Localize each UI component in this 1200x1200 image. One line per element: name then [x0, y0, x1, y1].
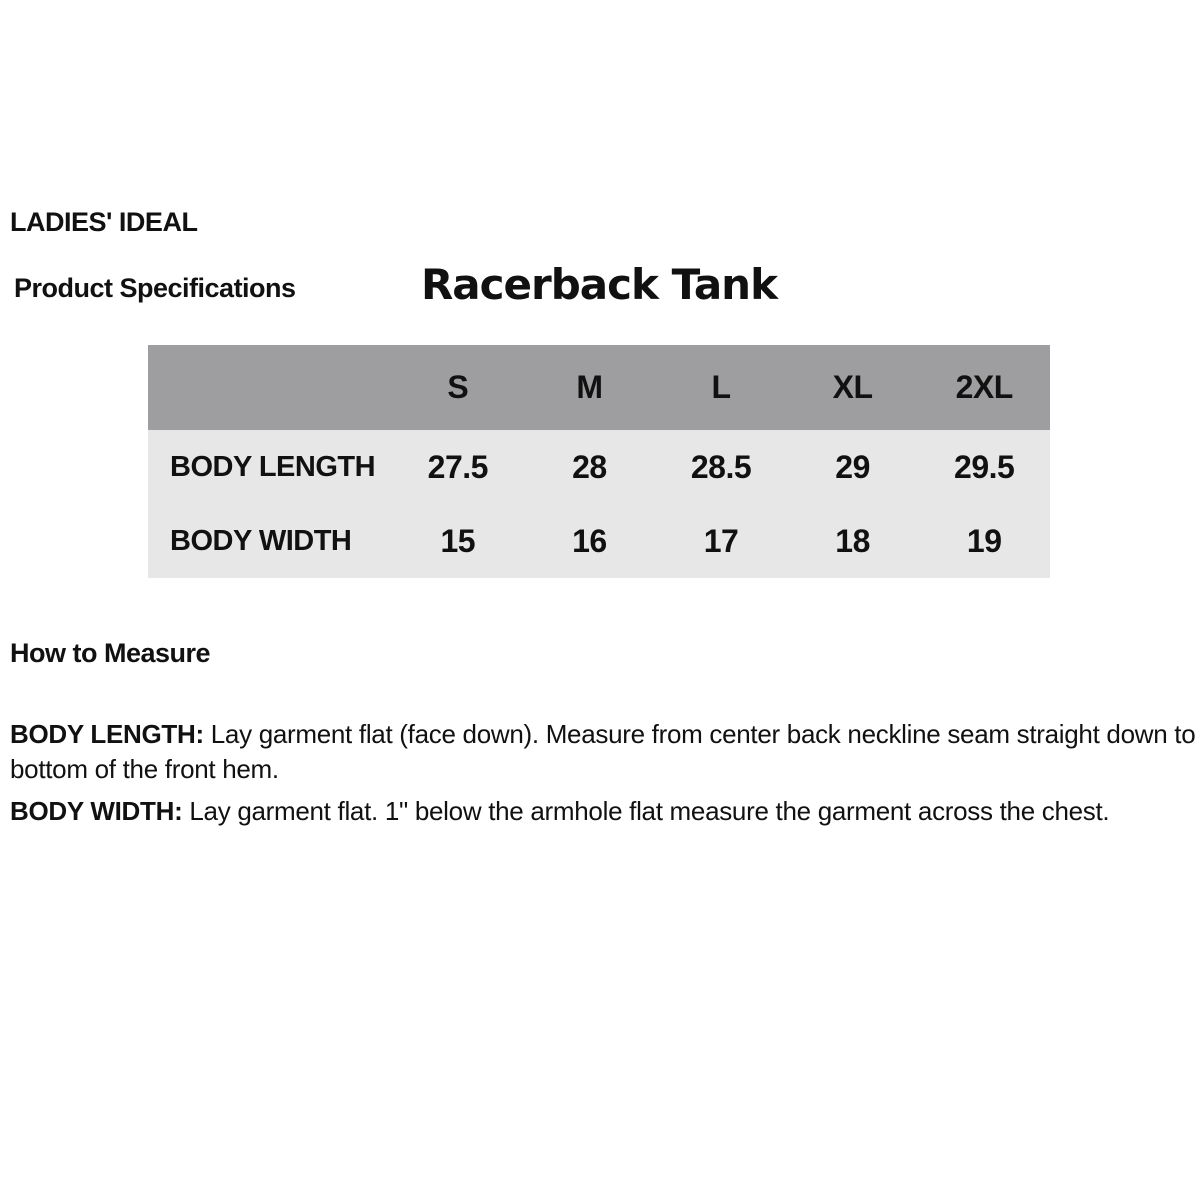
section-title: Product Specifications — [14, 273, 296, 303]
spec-table-header-row — [148, 345, 1050, 430]
column-header-m: M — [576, 369, 603, 405]
size-value: 15 — [440, 522, 476, 559]
column-header-s: S — [447, 369, 469, 405]
size-value: 17 — [703, 522, 739, 559]
column-header-2xl: 2XL — [955, 369, 1013, 405]
size-value: 28 — [572, 448, 607, 485]
table-row-body-length — [148, 430, 1050, 504]
size-value: 29.5 — [954, 448, 1015, 485]
row-label-body-width: BODY WIDTH — [170, 524, 352, 557]
size-value: 19 — [966, 522, 1002, 559]
instruction-text-body-length: Lay garment flat (face down). Measure from center back neckline seam straight down to bottom of the front hem. — [10, 719, 1196, 784]
instruction-text-body-width: Lay garment flat. 1" below the armhole flat measure the garment across the chest. — [189, 796, 1110, 826]
brand-line: LADIES' IDEAL — [10, 207, 198, 237]
size-value: 28.5 — [690, 448, 752, 485]
size-value: 29 — [835, 448, 870, 485]
how-to-measure-heading: How to Measure — [10, 638, 211, 668]
measure-instructions — [10, 717, 1196, 829]
instruction-term-body-length: BODY LENGTH: — [10, 719, 204, 749]
instruction-term-body-width: BODY WIDTH: — [10, 796, 183, 826]
product-title: Racerback Tank — [420, 260, 778, 309]
spec-table — [148, 345, 1050, 578]
column-header-l: L — [711, 369, 731, 405]
size-value: 16 — [572, 522, 607, 559]
table-row-body-width — [148, 504, 1050, 578]
size-value: 27.5 — [427, 448, 488, 485]
size-value: 18 — [835, 522, 870, 559]
row-label-body-length: BODY LENGTH — [170, 450, 376, 483]
measure-instruction-body-width — [10, 794, 1196, 829]
measure-instruction-body-length — [10, 717, 1196, 787]
column-header-xl: XL — [832, 369, 873, 405]
